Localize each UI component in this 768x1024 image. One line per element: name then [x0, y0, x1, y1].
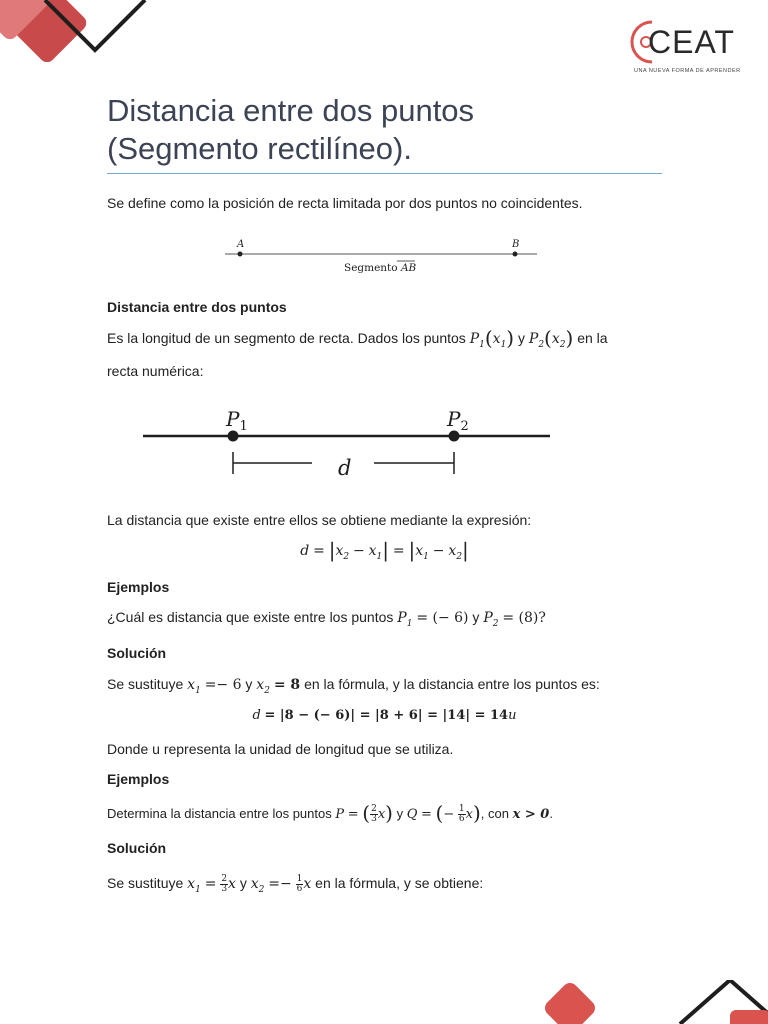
section-heading-distance: Distancia entre dos puntos [107, 299, 287, 315]
section1-paragraph: Es la longitud de un segmento de recta. Dados los puntos $P_1(x_1)$ y $P_2(x_2)$ en la recta numérica: [107, 326, 608, 379]
title-divider [107, 173, 662, 174]
page-title [107, 92, 667, 168]
logo-text: CEAT [648, 24, 735, 60]
segment-caption-math: AB [400, 262, 417, 274]
point-b-label: B [512, 239, 520, 250]
point-a-label: A [237, 239, 245, 250]
intro-text: Se define como la posición de recta limitada por dos puntos no coincidentes. [107, 195, 583, 211]
segment-caption: Segmento AB [344, 262, 417, 274]
unit-note: Donde u representa la unidad de longitud que se utiliza. [107, 741, 454, 757]
example2-text: Determina la distancia entre los puntos P = ( $\frac{2}{3}$ x) y Q = (− $\frac{1}{6}$ x), con x > 0. [107, 801, 553, 825]
example1-heading: Ejemplos [107, 579, 170, 595]
distance-formula: $d = |x_2 - x_1| = |x_1 - x_2|$ [300, 538, 469, 562]
p2-label: $P_2$ [447, 407, 469, 434]
top-left-decoration [0, 0, 160, 100]
bottom-right-decoration [540, 980, 768, 1024]
logo-tagline: UNA NUEVA FORMA DE APRENDER [634, 68, 741, 74]
solution1-text: Se sustituye $x_1 =- 6$ y $x_2 = 8$ en la fórmula, y la distancia entre los puntos es: [107, 676, 600, 696]
solution1-result: d = |8 − (− 6)| = |8 + 6| = |14| = 14u [252, 708, 517, 723]
formula-intro: La distancia que existe entre ellos se obtiene mediante la expresión: [107, 512, 532, 528]
example2-heading: Ejemplos [107, 771, 170, 787]
title-line-1: Distancia entre dos puntos [107, 93, 475, 128]
title-line-2: (Segmento rectilíneo). [107, 131, 412, 166]
solution2-heading: Solución [107, 840, 167, 856]
distance-label: d [338, 456, 352, 480]
distance-figure [140, 400, 555, 485]
example1-question: ¿Cuál es distancia que existe entre los puntos $P_1$ = (− 6) y $P_2 = (8)$? [107, 609, 546, 629]
segment-figure [225, 236, 540, 278]
solution1-heading: Solución [107, 645, 167, 661]
solution2-text: Se sustituye $x_1$ = $\frac{2}{3}$ x y $x_2$ =− $\frac{1}{6}$ x en la fórmula, y se obtiene: [107, 873, 484, 895]
p1-label: $P_1$ [226, 407, 248, 434]
